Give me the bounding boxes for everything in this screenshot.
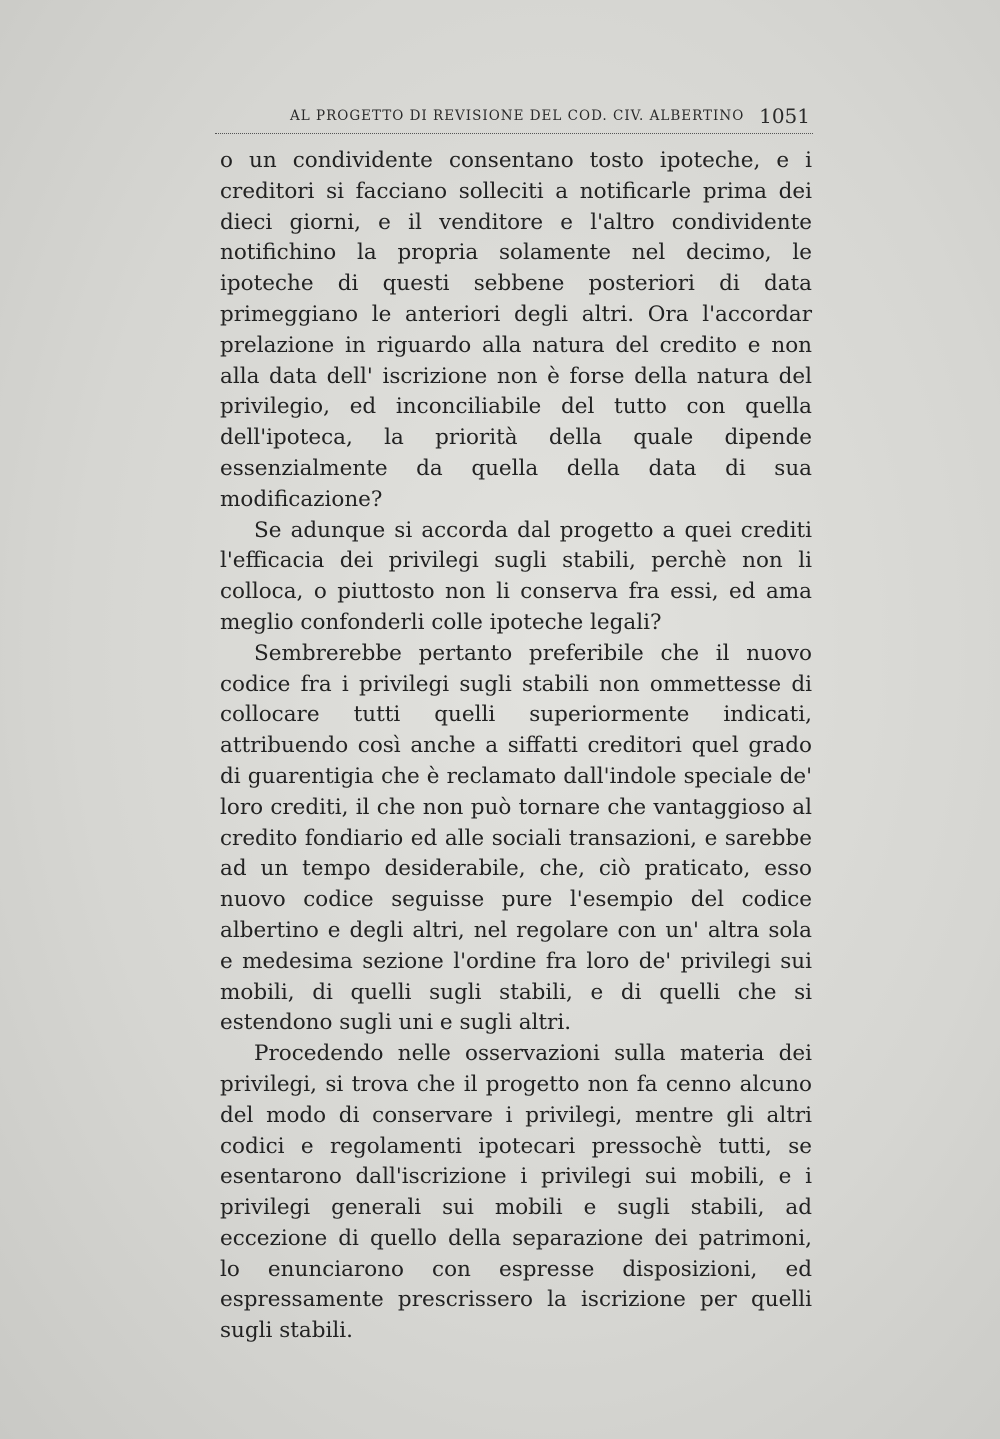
paragraph-1: o un condividente consentano tosto ipoteche, e i creditori si facciano solleciti a notificarle prima dei dieci giorni, e il venditore e l'altro condividente notifichino la propria solamente nel decimo, le ipoteche di questi sebbene posteriori di data primeggiano le anteriori degli altri. Ora l'accordar prelazione in riguardo alla natura del credito e non alla data dell' iscrizione non è forse della natura del privilegio, ed inconciliabile del tutto con quella dell'ipoteca, la priorità della quale dipende essenzialmente da quella della data di sua modificazione? bbox=[220, 148, 812, 512]
page-header bbox=[290, 104, 810, 130]
header-rule bbox=[215, 133, 813, 134]
paragraph-2: Se adunque si accorda dal progetto a quei crediti l'efficacia dei privilegi sugli stabili, perchè non li colloca, o piuttosto non li conserva fra essi, ed ama meglio confonderli colle ipoteche legali? bbox=[220, 517, 812, 635]
paragraph-3: Sembrerebbe pertanto preferibile che il nuovo codice fra i privilegi sugli stabili non ommettesse di collocare tutti quelli superiormente indicati, attribuendo così anche a siffatti creditori quel grado di guarentigia che è reclamato dall'indole speciale de' loro crediti, il che non può tornare che vantaggioso al credito fondiario ed alle sociali transazioni, e sarebbe ad un tempo desiderabile, che, ciò praticato, esso nuovo codice seguisse pure l'esempio del codice albertino e degli altri, nel regolare con un' altra sola e medesima sezione l'ordine fra loro de' privilegi sui mobili, di quelli sugli stabili, e di quelli che si estendono sugli uni e sugli altri. bbox=[220, 640, 812, 1036]
paragraph-4: Procedendo nelle osservazioni sulla materia dei privilegi, si trova che il progetto non fa cenno alcuno del modo di conservare i privilegi, mentre gli altri codici e regolamenti ipotecari pressochè tutti, se esentarono dall'iscrizione i privilegi sui mobili, e i privilegi generali sui mobili e sugli stabili, ad eccezione di quello della separazione dei patrimoni, lo enunciarono con espresse disposizioni, ed espressamente prescrissero la iscrizione per quelli sugli stabili. bbox=[220, 1041, 812, 1344]
page-number: 1051 bbox=[759, 104, 810, 128]
body-text bbox=[220, 146, 812, 1347]
running-title: AL PROGETTO DI REVISIONE DEL COD. CIV. ALBERTINO bbox=[290, 108, 745, 124]
